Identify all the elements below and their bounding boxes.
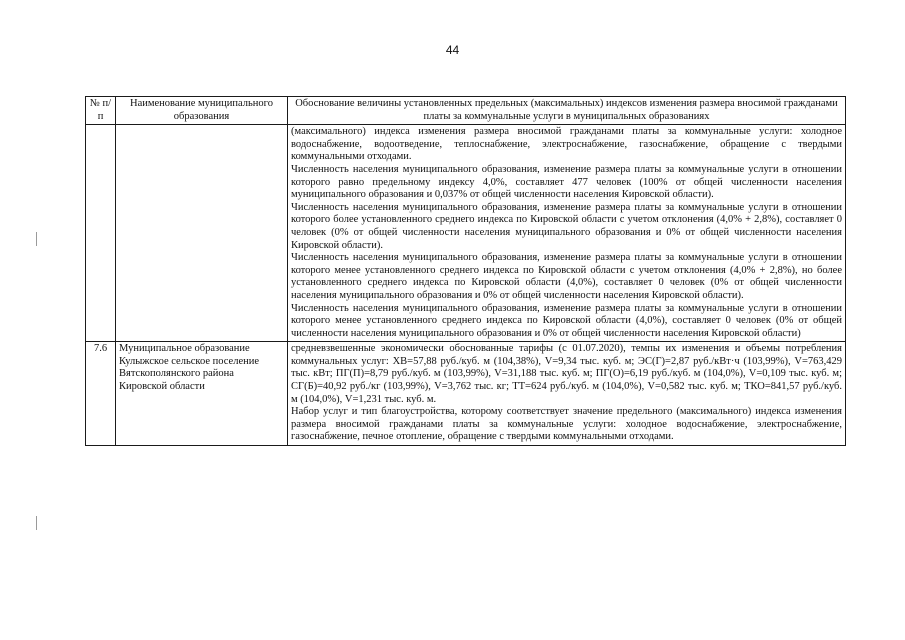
header-municipality-name: Наименование муниципального образования bbox=[116, 97, 288, 125]
margin-mark-bottom bbox=[36, 516, 37, 530]
row-municipality-name: Муниципальное образование Кулыжское сельское поселение Вятскополянского района Кировской области bbox=[116, 342, 288, 446]
justification-paragraph: Численность населения муниципального образования, изменение размера платы за коммунальные услуги в отношении которого равно предельному индексу 4,0%, составляет 477 человек (100% от общей численности населения муниципального образования и 0,037% от общей численности населения Кировской области). bbox=[291, 163, 842, 201]
table-header-row bbox=[86, 97, 846, 125]
justification-paragraph: Численность населения муниципального образования, изменение размера платы за коммунальные услуги в отношении которого менее установленного среднего индекса по Кировской области (4,0%), составляет 0 человек (0% от общей численности населения муниципального образования и 0% от общей численности населения Кировской области) bbox=[291, 302, 842, 339]
justification-table bbox=[85, 96, 846, 446]
justification-paragraph: Численность населения муниципального образования, изменение размера платы за коммунальные услуги в отношении которого более установленного среднего индекса по Кировской области с учетом отклонения (4,0% + 2,8%), составляет 0 человек (0% от общей численности населения муниципального образования и 0% от общей численности населения Кировской области). bbox=[291, 201, 842, 251]
row-municipality-name bbox=[116, 125, 288, 342]
page-number: 44 bbox=[445, 43, 460, 57]
row-justification bbox=[288, 125, 846, 342]
table-row bbox=[86, 342, 846, 446]
justification-paragraph: (максимального) индекса изменения размера вносимой гражданами платы за коммунальные услуги: холодное водоснабжение, водоотведение, теплоснабжение, электроснабжение, газоснабжение, обращение с твердыми коммунальными отходами. bbox=[291, 126, 842, 163]
header-number: № п/п bbox=[86, 97, 116, 125]
row-justification bbox=[288, 342, 846, 446]
header-justification: Обоснование величины установленных предельных (максимальных) индексов изменения размера вносимой гражданами платы за коммунальные услуги в муниципальных образованиях bbox=[288, 97, 846, 125]
margin-mark-top bbox=[36, 232, 37, 246]
table-row bbox=[86, 125, 846, 342]
justification-paragraph: средневзвешенные экономически обоснованные тарифы (с 01.07.2020), темпы их изменения и объемы потребления коммунальных услуг: ХВ=57,88 руб./куб. м (104,38%), V=9,34 тыс. куб. м; ЭС(Г)=2,87 руб./кВт·ч (103,99%), V=763,429 тыс. кВт; ПГ(П)=8,79 руб./куб. м (103,99%), V=31,188 тыс. куб. м; ПГ(О)=6,19 руб./куб. м (104,0%), V=0,109 тыс. куб. м; СГ(Б)=40,92 руб./кг (103,99%), V=3,762 тыс. кг; ТТ=624 руб./куб. м (104,0%), V=0,582 тыс. куб. м; ТКО=841,57 руб./куб. м (104,0%), V=1,231 тыс. куб. м. bbox=[291, 343, 842, 405]
row-number: 7.6 bbox=[86, 342, 116, 446]
justification-paragraph: Численность населения муниципального образования, изменение размера платы за коммунальные услуги в отношении которого менее установленного среднего индекса по Кировской области с учетом отклонения (4,0% + 2,8%), но более установленного среднего индекса по Кировской области (4,0%), составляет 0 человек (0% от общей численности населения муниципального образования и 0% от общей численности населения Кировской области). bbox=[291, 252, 842, 301]
row-number bbox=[86, 125, 116, 342]
justification-paragraph: Набор услуг и тип благоустройства, которому соответствует значение предельного (максимального) индекса изменения размера вносимой гражданами платы за коммунальные услуги: холодное водоснабжение, электроснабжение, газоснабжение, печное отопление, обращение с твердыми коммунальными отходами. bbox=[291, 406, 842, 443]
